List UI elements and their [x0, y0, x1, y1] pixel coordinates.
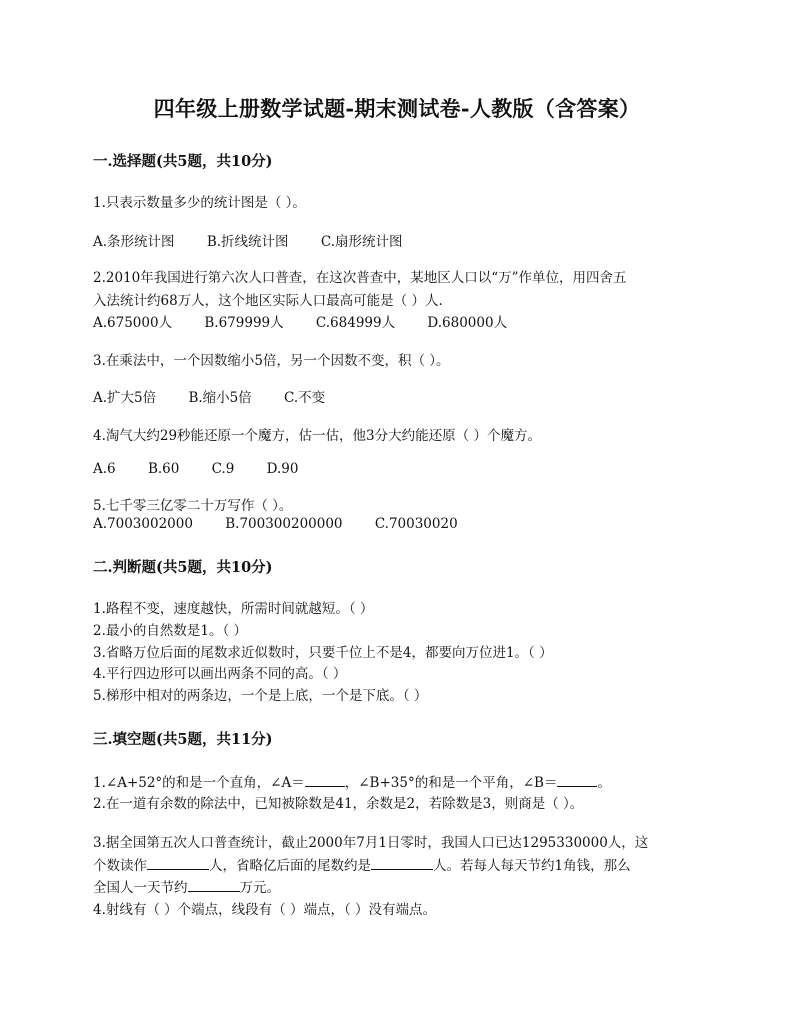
options-1-4 [93, 461, 326, 477]
fill-question-4: 4.射线有（ ）个端点，线段有（ ）端点，（ ）没有端点。 [93, 902, 437, 918]
question-1-2-line2: 入法统计约68万人，这个地区实际人口最高可能是（ ）人. [93, 293, 443, 309]
question-1-2-line1: 2.2010年我国进行第六次人口普查，在这次普查中，某地区人口以“万”作单位，用四舍五 [93, 270, 627, 286]
answer-blank [147, 857, 209, 870]
fill-question-2: 2.在一道有余数的除法中，已知被除数是41，余数是2，若除数是3，则商是（ ）。 [93, 796, 584, 812]
fill-q3-part-e: 万元。 [239, 880, 280, 896]
judge-item-2: 2.最小的自然数是1。（ ） [93, 623, 248, 639]
options-1-5 [93, 516, 486, 532]
question-1-1: 1.只表示数量多少的统计图是（ ）。 [93, 195, 306, 211]
answer-blank [188, 879, 240, 892]
fill-question-3-line3 [93, 876, 280, 896]
answer-blank [371, 857, 433, 870]
judge-item-5: 5.梯形中相对的两条边，一个是上底，一个是下底。（ ） [93, 688, 428, 704]
option-b: B.60 [147, 461, 180, 477]
option-a: A.6 [93, 461, 116, 477]
option-c: C.70030020 [374, 516, 458, 532]
options-1-1 [93, 230, 431, 250]
fill-question-3-line1: 3.据全国第五次人口普查统计，截止2000年7月1日零时，我国人口已达1295330000人，这 [93, 835, 649, 851]
fill-q3-part-a: 个数读作 [93, 858, 147, 874]
fill-q3-part-b: 人，省略亿后面的尾数约是 [209, 858, 371, 874]
fill-question-1 [93, 771, 611, 791]
section-heading-fill: 三.填空题(共5题，共11分) [93, 731, 273, 748]
option-c: C.不变 [284, 390, 326, 406]
fill-q1-part-b: ，∠B+35°的和是一个平角，∠B＝ [344, 775, 558, 791]
fill-q1-part-a: 1.∠A+52°的和是一个直角，∠A＝ [93, 775, 305, 791]
page-title: 四年级上册数学试题-期末测试卷-人教版（含答案） [153, 96, 641, 121]
question-1-3: 3.在乘法中，一个因数缩小5倍，另一个因数不变，积（ ）。 [93, 353, 450, 369]
answer-blank [305, 774, 345, 787]
option-d: D.680000人 [427, 315, 508, 331]
question-1-5: 5.七千零三亿零二十万写作（ ）。 [93, 498, 293, 514]
option-b: B.缩小5倍 [188, 390, 252, 406]
section-heading-choice: 一.选择题(共5题，共10分) [93, 153, 273, 170]
fill-q3-part-d: 全国人一天节约 [93, 880, 188, 896]
option-a: A.675000人 [93, 315, 173, 331]
judge-item-3: 3.省略万位后面的尾数求近似数时，只要千位上不是4，都要向万位进1。（ ） [93, 645, 553, 661]
option-a: A.7003002000 [93, 516, 193, 532]
answer-blank [557, 774, 597, 787]
fill-question-3-line2 [93, 854, 631, 874]
judge-item-1: 1.路程不变，速度越快，所需时间就越短。（ ） [93, 601, 374, 617]
option-c: C.9 [211, 461, 235, 477]
option-b: B.679999人 [204, 315, 284, 331]
option-c: C.扇形统计图 [320, 234, 403, 250]
option-a: A.扩大5倍 [93, 390, 157, 406]
option-d: D.90 [266, 461, 299, 477]
option-c: C.684999人 [315, 315, 396, 331]
option-b: B.折线统计图 [206, 234, 289, 250]
fill-q3-part-c: 人。若每人每天节约1角钱，那么 [433, 858, 631, 874]
judge-item-4: 4.平行四边形可以画出两条不同的高。（ ） [93, 666, 347, 682]
options-1-3 [93, 386, 353, 406]
question-1-4: 4.淘气大约29秒能还原一个魔方，估一估，他3分大约能还原（ ）个魔方。 [93, 428, 541, 444]
option-a: A.条形统计图 [93, 234, 175, 250]
fill-q1-part-c: 。 [597, 775, 611, 791]
options-1-2 [93, 311, 535, 331]
section-heading-judge: 二.判断题(共5题，共10分) [93, 559, 273, 576]
option-b: B.700300200000 [225, 516, 343, 532]
